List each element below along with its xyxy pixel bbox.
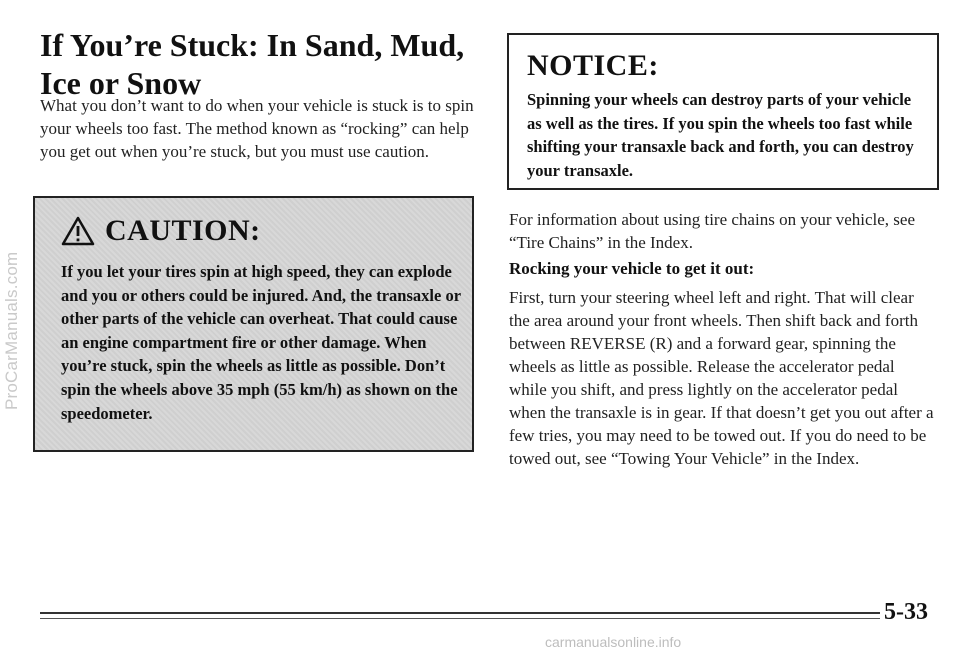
notice-box xyxy=(507,33,939,190)
rocking-paragraph: First, turn your steering wheel left and right. That will clear the area around your front wheels. Then shift back and forth between REVERSE (R) and a forward gear, spinning the wheels as little as possible. Release the accelerator pedal while you shift, and press lightly on the accelerator pedal when the transaxle is in gear. If that doesn’t get you out after a few tries, you may need to be towed out. If you do need to be towed out, see “Towing Your Vehicle” in the Index. xyxy=(509,288,934,468)
tire-chains-paragraph: For information about using tire chains on your vehicle, see “Tire Chains” in the Index. xyxy=(509,210,916,252)
caution-header xyxy=(61,214,261,248)
side-watermark: ProCarManuals.com xyxy=(2,251,21,411)
intro-paragraph: What you don’t want to do when your vehicle is stuck is to spin your wheels too fast. The method known as “rocking” can help you get out when you’re stuck, but you must use caution. xyxy=(40,96,474,161)
page-number: 5-33 xyxy=(884,599,928,625)
caution-title: CAUTION: xyxy=(105,214,261,247)
notice-text: Spinning your wheels can destroy parts of your vehicle as well as the tires. If you spin the wheels too fast while shifting your transaxle back and forth, you can destroy your transaxle. xyxy=(527,90,914,180)
footer-watermark: carmanualsonline.info xyxy=(545,634,682,650)
warning-triangle-icon xyxy=(61,216,95,246)
caution-box xyxy=(33,196,474,452)
caution-text: If you let your tires spin at high speed, they can explode and you or others could be injured. And, the transaxle or other parts of the vehicle can overheat. That could cause an engine compartment fire or other damage. When you’re stuck, spin the wheels as little as possible. Don’t spin the wheels above 35 mph (55 km/h) as shown on the speedometer. xyxy=(61,262,461,423)
footer-rule-thin xyxy=(40,618,880,619)
section-title: If You’re Stuck: In Sand, Mud, Ice or Snow xyxy=(40,27,465,101)
footer-rule xyxy=(40,612,880,614)
rocking-heading: Rocking your vehicle to get it out: xyxy=(509,259,755,278)
notice-title: NOTICE: xyxy=(527,49,659,82)
